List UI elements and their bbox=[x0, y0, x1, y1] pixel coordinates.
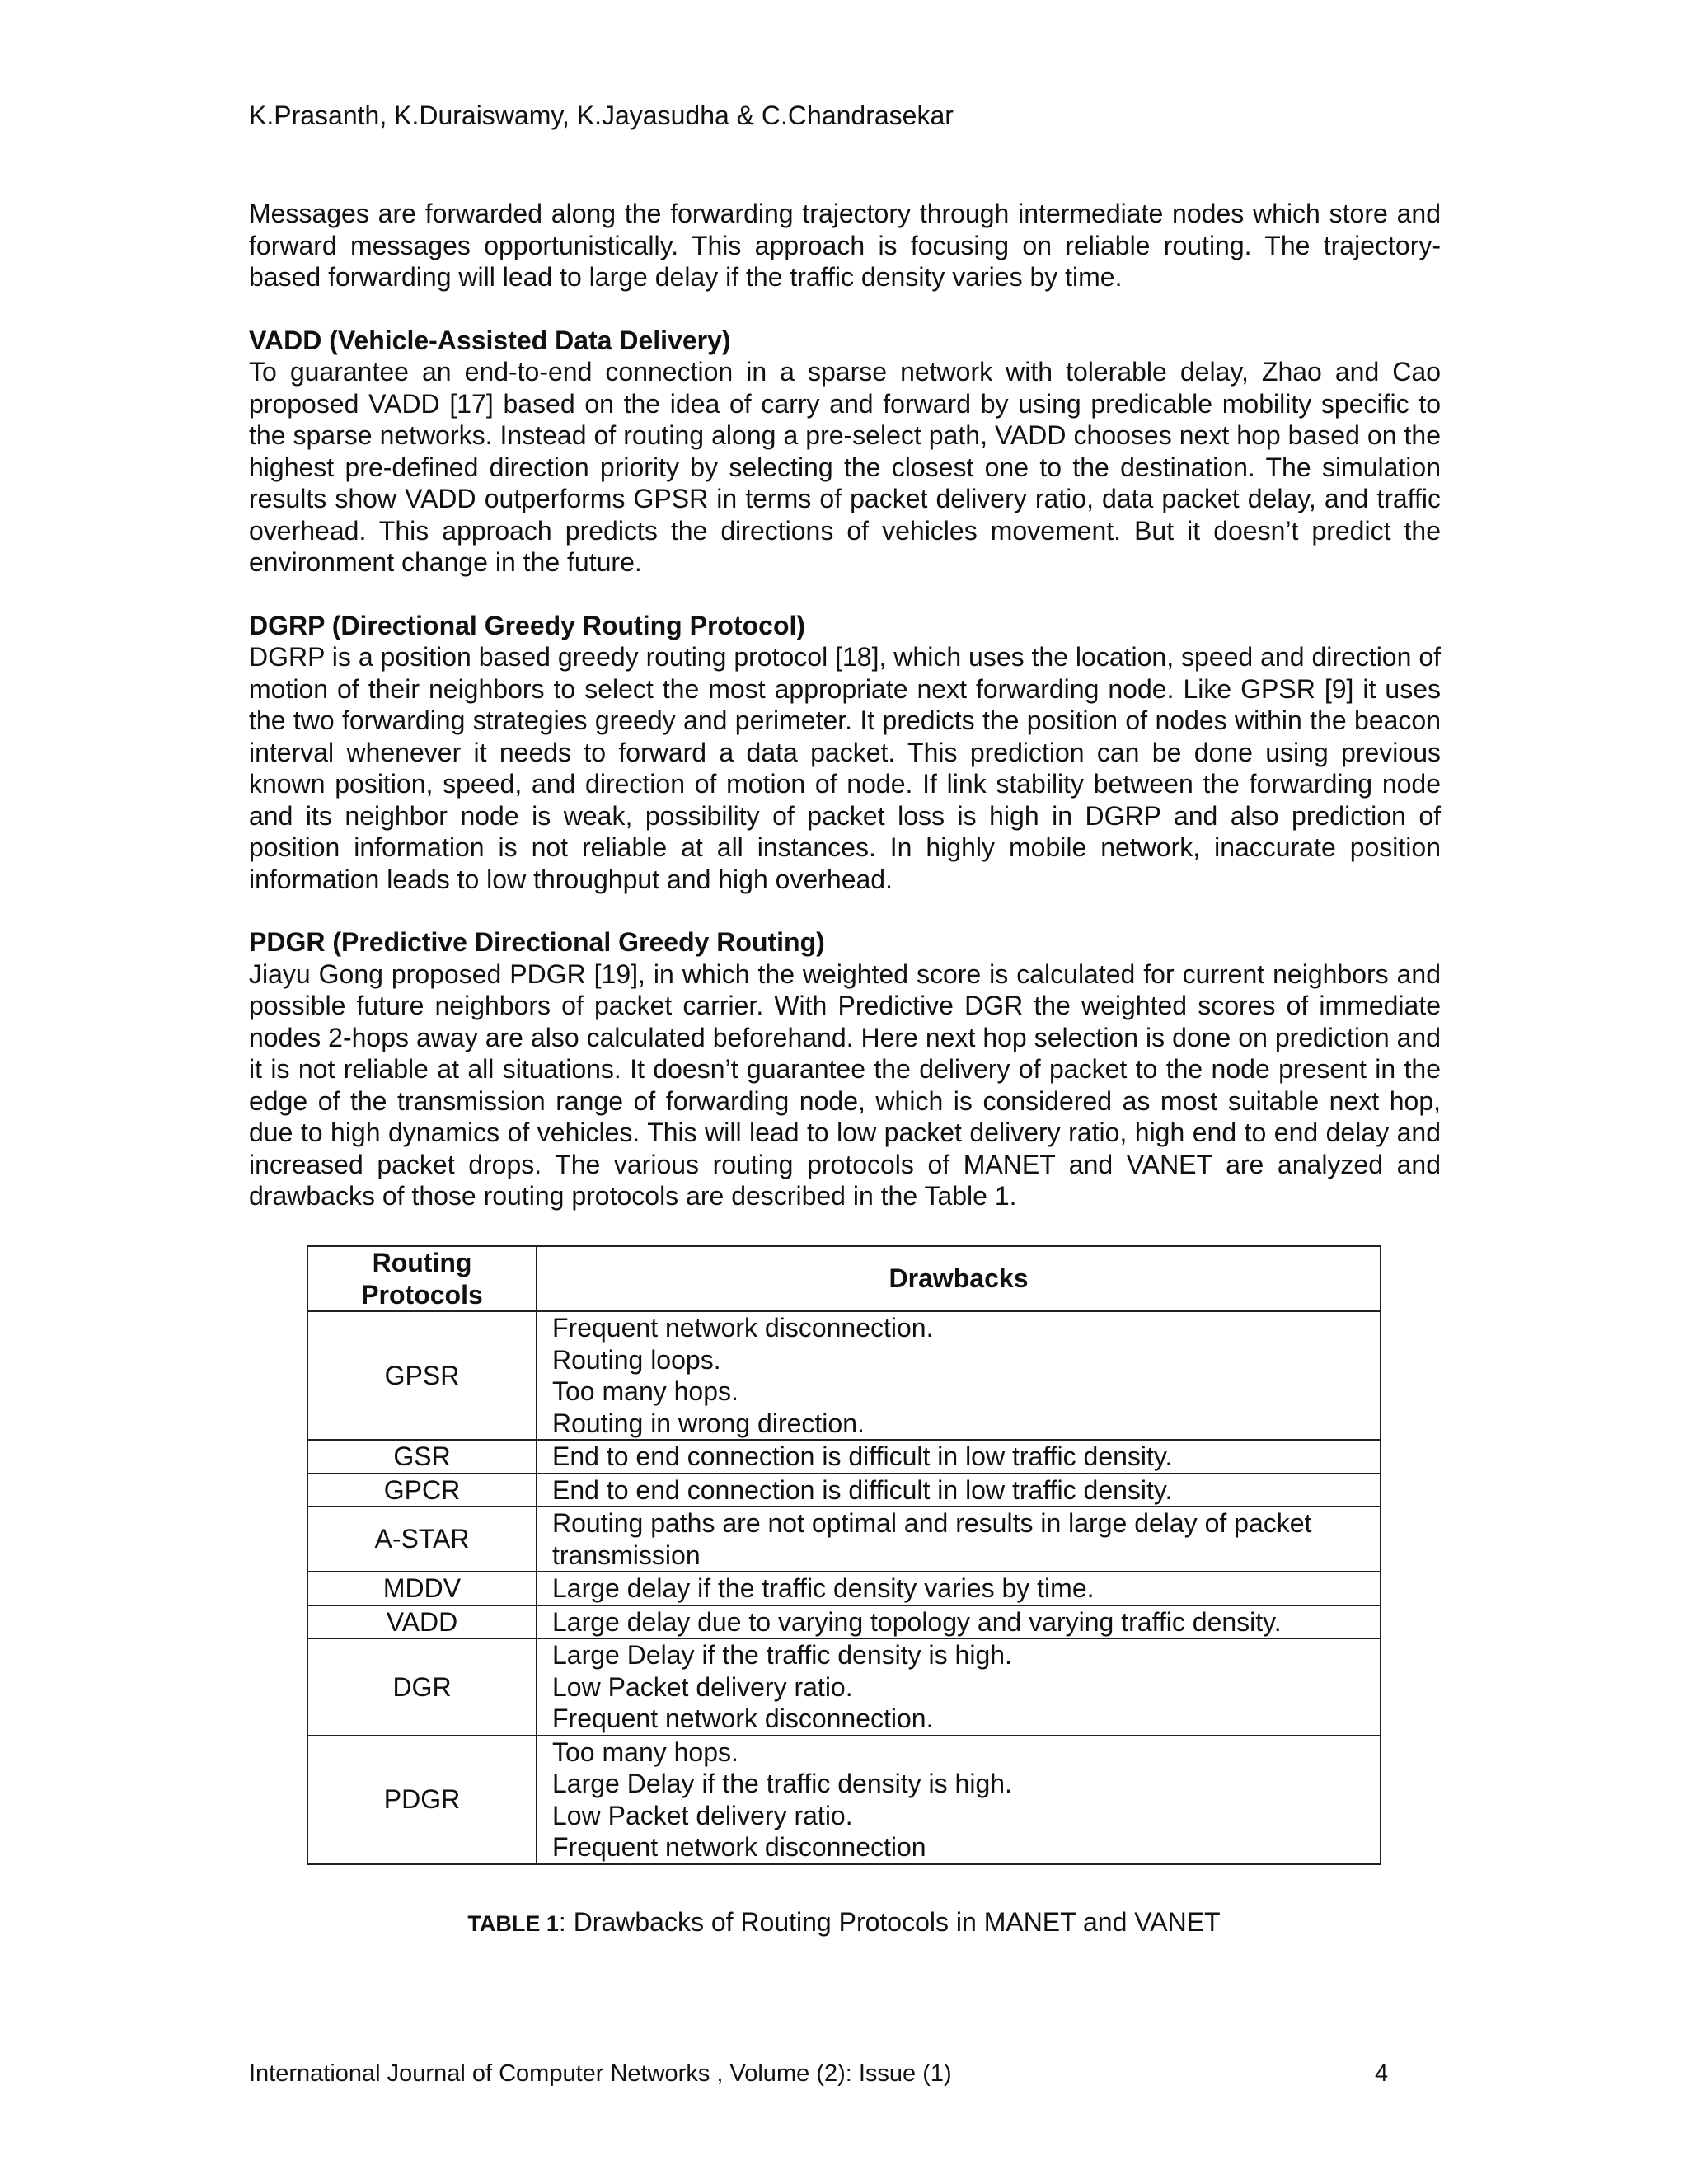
section-body: DGRP is a position based greedy routing protocol [18], which uses the location, speed and direction of motion of their neighbors to select the most appropriate next forwarding node. Like GPSR [9] it uses the two forwarding strategies greedy and perimeter. It predicts the position of nodes within the beacon interval whenever it needs to forward a data packet. This prediction can be done using previous known position, speed, and direction of motion of node. If link stability between the forwarding node and its neighbor node is weak, possibility of packet loss is high in DGRP and also prediction of position information is not reliable at all instances. In highly mobile network, inaccurate position information leads to low throughput and high overhead. bbox=[249, 642, 1441, 894]
protocol-cell: DGR bbox=[307, 1638, 537, 1736]
drawbacks-table bbox=[307, 1245, 1381, 1865]
protocol-cell: GPCR bbox=[307, 1474, 537, 1507]
drawback-item: Frequent network disconnection. bbox=[552, 1704, 934, 1733]
section-pdgr bbox=[249, 926, 1441, 1212]
column-header-routing-protocols: Routing Protocols bbox=[307, 1246, 537, 1311]
drawback-item: Routing loops. bbox=[552, 1344, 721, 1375]
section-body: To guarantee an end-to-end connection in a sparse network with tolerable delay, Zhao and Cao proposed VADD [17] based on the idea of carry and forward by using predicable mobility specific to the sparse networks. Instead of routing along a pre-select path, VADD chooses next hop based on the highest pre-defined direction priority by selecting the closest one to the destination. The simulation results show VADD outperforms GPSR in terms of packet delivery ratio, data packet delay, and traffic overhead. This approach predicts the directions of vehicles movement. But it doesn’t predict the environment change in the future. bbox=[249, 357, 1441, 577]
drawback-item: End to end connection is difficult in low traffic density. bbox=[552, 1474, 1173, 1505]
column-header-drawbacks: Drawbacks bbox=[537, 1246, 1381, 1311]
running-header-authors: K.Prasanth, K.Duraiswamy, K.Jayasudha & C.Chandrasekar bbox=[249, 101, 954, 130]
protocol-cell: MDDV bbox=[307, 1572, 537, 1605]
main-content bbox=[249, 198, 1441, 1212]
table-row bbox=[307, 1605, 1381, 1639]
table-caption bbox=[0, 1904, 1688, 1942]
drawbacks-cell bbox=[537, 1474, 1381, 1507]
drawbacks-cell bbox=[537, 1507, 1381, 1572]
drawback-item: Low Packet delivery ratio. bbox=[552, 1671, 853, 1702]
table-row bbox=[307, 1736, 1381, 1864]
drawbacks-cell bbox=[537, 1311, 1381, 1440]
drawback-item: Frequent network disconnection. bbox=[552, 1313, 934, 1343]
section-heading: DGRP (Directional Greedy Routing Protocol) bbox=[249, 610, 806, 640]
section-dgrp bbox=[249, 610, 1441, 896]
table-row bbox=[307, 1572, 1381, 1605]
drawbacks-cell bbox=[537, 1638, 1381, 1736]
table-header-row bbox=[307, 1246, 1381, 1311]
drawback-item: Low Packet delivery ratio. bbox=[552, 1800, 853, 1830]
protocol-cell: GPSR bbox=[307, 1311, 537, 1440]
table-row bbox=[307, 1507, 1381, 1572]
section-vadd bbox=[249, 325, 1441, 579]
protocol-cell: VADD bbox=[307, 1605, 537, 1639]
protocol-cell: A-STAR bbox=[307, 1507, 537, 1572]
caption-label: TABLE 1 bbox=[467, 1911, 559, 1936]
table-row bbox=[307, 1474, 1381, 1507]
drawback-item: Frequent network disconnection bbox=[552, 1832, 926, 1862]
drawback-item: Large Delay if the traffic density is high. bbox=[552, 1769, 1012, 1798]
drawbacks-cell bbox=[537, 1572, 1381, 1605]
table-body bbox=[307, 1311, 1381, 1864]
drawback-item: Too many hops. bbox=[552, 1736, 738, 1767]
drawbacks-cell bbox=[537, 1440, 1381, 1474]
protocol-cell: GSR bbox=[307, 1440, 537, 1474]
drawback-item: Large Delay if the traffic density is high. bbox=[552, 1640, 1012, 1670]
caption-text: : Drawbacks of Routing Protocols in MANET and VANET bbox=[558, 1907, 1221, 1937]
footer-journal-citation: International Journal of Computer Networks , Volume (2): Issue (1) bbox=[249, 2060, 952, 2087]
section-body: Jiayu Gong proposed PDGR [19], in which the weighted score is calculated for current neighbors and possible future neighbors of packet carrier. With Predictive DGR the weighted scores of immediate nodes 2-hops away are also calculated beforehand. Here next hop selection is done on prediction and it is not reliable at all situations. It doesn’t guarantee the delivery of packet to the node present in the edge of the transmission range of forwarding node, which is considered as most suitable next hop, due to high dynamics of vehicles. This will lead to low packet delivery ratio, high end to end delay and increased packet drops. The various routing protocols of MANET and VANET are analyzed and drawbacks of those routing protocols are described in the Table 1. bbox=[249, 958, 1441, 1211]
section-heading: PDGR (Predictive Directional Greedy Routing) bbox=[249, 927, 825, 957]
drawbacks-cell bbox=[537, 1605, 1381, 1639]
drawback-item: Large delay due to varying topology and varying traffic density. bbox=[552, 1606, 1282, 1637]
drawback-item: Large delay if the traffic density varies by time. bbox=[552, 1573, 1095, 1603]
table-row bbox=[307, 1638, 1381, 1736]
protocol-cell: PDGR bbox=[307, 1736, 537, 1864]
drawback-item: Routing paths are not optimal and results in large delay of packet transmission bbox=[552, 1508, 1312, 1570]
table-row bbox=[307, 1440, 1381, 1474]
footer-page-number: 4 bbox=[1375, 2060, 1389, 2087]
drawback-item: Routing in wrong direction. bbox=[552, 1408, 865, 1438]
intro-paragraph: Messages are forwarded along the forwarding trajectory through intermediate nodes which store and forward messages opportunistically. This approach is focusing on reliable routing. The trajectory-based forwarding will lead to large delay if the traffic density varies by time. bbox=[249, 199, 1441, 292]
section-heading: VADD (Vehicle-Assisted Data Delivery) bbox=[249, 325, 731, 355]
drawback-item: End to end connection is difficult in low traffic density. bbox=[552, 1441, 1173, 1471]
drawbacks-cell bbox=[537, 1736, 1381, 1864]
drawback-item: Too many hops. bbox=[552, 1376, 738, 1406]
table-row bbox=[307, 1311, 1381, 1440]
